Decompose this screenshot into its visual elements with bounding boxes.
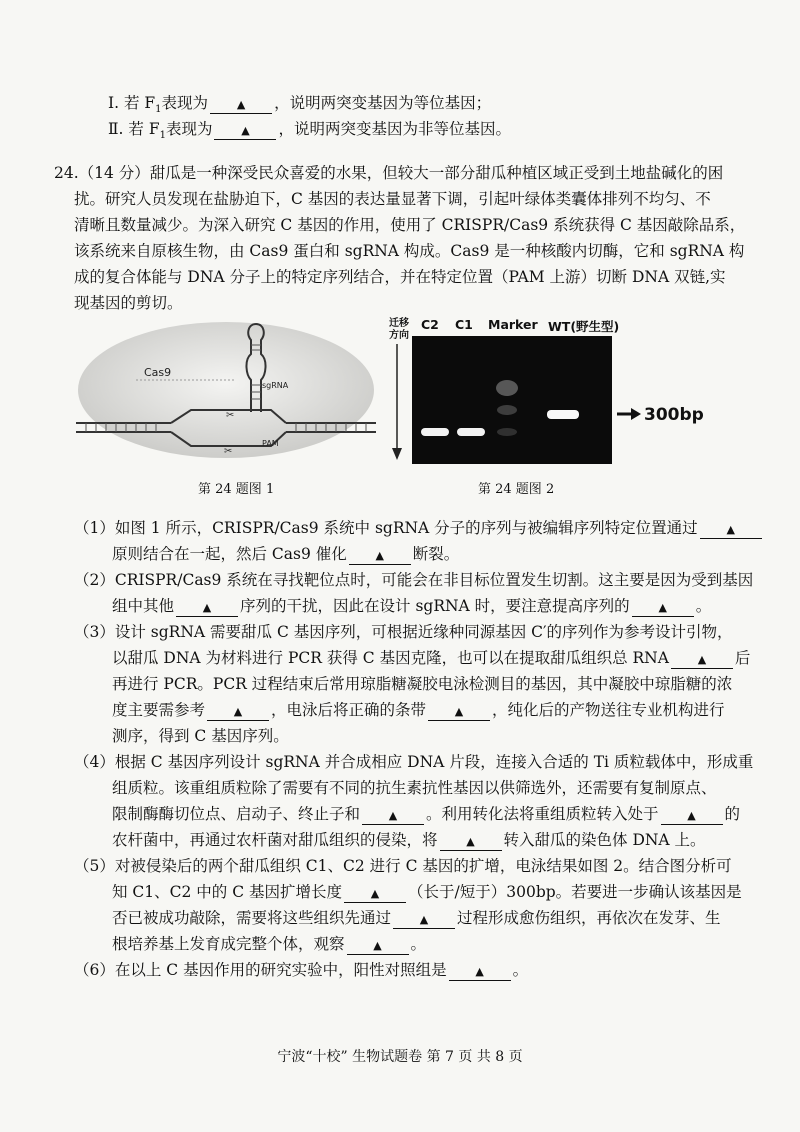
pam-label: PAM bbox=[262, 439, 279, 448]
q5-line-1: （5）对被侵染后的两个甜瓜组织 C1、C2 进行 C 基因的扩增，电泳结果如图 2。结合图分析可 bbox=[74, 857, 732, 875]
cas9-ellipse bbox=[78, 322, 374, 458]
cas9-label: Cas9 bbox=[144, 366, 172, 379]
band-wt bbox=[547, 410, 579, 419]
q6-line: （6）在以上 C 基因作用的研究实验中，阳性对照组是 ▲ 。 bbox=[74, 961, 529, 979]
q24-intro-2: 扰。研究人员发现在盐胁迫下，C 基因的表达量显著下调，引起叶绿体类囊体排列不均匀、不 bbox=[74, 190, 711, 208]
marker-band bbox=[496, 380, 518, 396]
migration-direction-label: 迁移 方向 bbox=[389, 318, 409, 341]
answer-blank[interactable]: ▲ bbox=[176, 600, 238, 617]
q4-line-3: 限制酶酶切位点、启动子、终止子和 ▲ 。利用转化法将重组质粒转入处于 ▲ 的 bbox=[112, 805, 741, 823]
answer-blank[interactable]: ▲ bbox=[362, 808, 424, 825]
q24-intro-5: 成的复合体能与 DNA 分子上的特定序列结合，并在特定位置（PAM 上游）切断 DNA 双链,实 bbox=[74, 268, 726, 286]
q24-intro-4: 该系统来自原核生物，由 Cas9 蛋白和 sgRNA 构成。Cas9 是一种核酸内切酶，它和 sgRNA 构 bbox=[74, 242, 745, 260]
band-c1 bbox=[457, 428, 485, 436]
q24-intro-6: 现基因的剪切。 bbox=[74, 294, 183, 312]
q1-line-2: 原则结合在一起，然后 Cas9 催化 ▲ 断裂。 bbox=[112, 545, 460, 563]
q24-intro-3: 清晰且数量减少。为深入研究 C 基因的作用，使用了 CRISPR/Cas9 系统获得 C 基因敲除品系， bbox=[74, 216, 746, 234]
q3-line-2: 以甜瓜 DNA 为材料进行 PCR 获得 C 基因克隆，也可以在提取甜瓜组织总 RNA ▲ 后 bbox=[112, 649, 751, 667]
lane-label-wt: WT(野生型) bbox=[548, 319, 620, 334]
scissors-icon: ✂ bbox=[224, 446, 233, 457]
lane-label-marker: Marker bbox=[488, 317, 538, 332]
answer-blank[interactable]: ▲ bbox=[210, 97, 272, 114]
answer-blank[interactable]: ▲ bbox=[632, 600, 694, 617]
answer-blank[interactable]: ▲ bbox=[661, 808, 723, 825]
q2-line-1: （2）CRISPR/Cas9 系统在寻找靶位点时，可能会在非目标位置发生切割。这主要是因为受到基因 bbox=[74, 571, 754, 589]
q3-line-5: 测序，得到 C 基因序列。 bbox=[112, 727, 289, 745]
q5-line-2: 知 C1、C2 中的 C 基因扩增长度 ▲ （长于/短于）300bp。若要进一步确认该基因是 bbox=[112, 883, 742, 901]
q5-line-3: 否已被成功敲除，需要将这些组织先通过 ▲ 过程形成愈伤组织，再依次在发芽、生 bbox=[112, 909, 721, 927]
lane-label-c1: C1 bbox=[455, 317, 473, 332]
q24-intro-1: 24.（14 分）甜瓜是一种深受民众喜爱的水果，但较大一部分甜瓜种植区域正受到土地盐碱化的困 bbox=[54, 164, 724, 182]
q3-line-4: 度主要需参考 ▲ ，电泳后将正确的条带 ▲ ，纯化后的产物送往专业机构进行 bbox=[112, 701, 725, 719]
sgrna-label: sgRNA bbox=[262, 381, 289, 390]
fig2-caption: 第 24 题图 2 bbox=[478, 482, 555, 497]
page-footer: 宁波“十校” 生物试题卷 第 7 页 共 8 页 bbox=[277, 1049, 523, 1065]
answer-blank[interactable]: ▲ bbox=[700, 522, 762, 539]
gel-figure bbox=[385, 336, 715, 468]
band-c2 bbox=[421, 428, 449, 436]
scissors-icon: ✂ bbox=[226, 410, 235, 421]
answer-blank[interactable]: ▲ bbox=[214, 123, 276, 140]
answer-blank[interactable]: ▲ bbox=[428, 704, 490, 721]
answer-blank[interactable]: ▲ bbox=[207, 704, 269, 721]
crispr-diagram bbox=[76, 320, 376, 470]
answer-blank[interactable]: ▲ bbox=[449, 964, 511, 981]
gel-image bbox=[412, 336, 612, 464]
answer-blank[interactable]: ▲ bbox=[671, 652, 733, 669]
top-line-2: Ⅱ. 若 $F_1$表现为 ▲ ，说明两突变基因为非等位基因。 bbox=[108, 120, 511, 142]
fig1-caption: 第 24 题图 1 bbox=[198, 482, 275, 497]
answer-blank[interactable]: ▲ bbox=[440, 834, 502, 851]
marker-band bbox=[497, 428, 517, 436]
answer-blank[interactable]: ▲ bbox=[393, 912, 455, 929]
answer-blank[interactable]: ▲ bbox=[349, 548, 411, 565]
q4-line-2: 组质粒。该重组质粒除了需要有不同的抗生素抗性基因以供筛选外，还需要有复制原点、 bbox=[112, 779, 717, 797]
q4-line-4: 农杆菌中，再通过农杆菌对甜瓜组织的侵染，将 ▲ 转入甜瓜的染色体 DNA 上。 bbox=[112, 831, 706, 849]
answer-blank[interactable]: ▲ bbox=[344, 886, 406, 903]
top-line-1: I. 若 $F_1$表现为 ▲ ，说明两突变基因为等位基因； bbox=[108, 94, 492, 116]
q3-line-3: 再进行 PCR。PCR 过程结束后常用琼脂糖凝胶电泳检测目的基因，其中凝胶中琼脂糖的浓 bbox=[112, 675, 733, 693]
marker-band bbox=[497, 405, 517, 415]
answer-blank[interactable]: ▲ bbox=[347, 938, 409, 955]
size-marker-label: 300bp bbox=[644, 405, 704, 425]
q4-line-1: （4）根据 C 基因序列设计 sgRNA 并合成相应 DNA 片段，连接入合适的 Ti 质粒载体中，形成重 bbox=[74, 753, 754, 771]
q5-line-4: 根培养基上发育成完整个体，观察 ▲ 。 bbox=[112, 935, 427, 953]
q2-line-2: 组中其他 ▲ 序列的干扰，因此在设计 sgRNA 时，要注意提高序列的 ▲ 。 bbox=[112, 597, 712, 615]
lane-label-c2: C2 bbox=[421, 317, 439, 332]
q3-line-1: （3）设计 sgRNA 需要甜瓜 C 基因序列，可根据近缘种同源基因 C′的序列作为参考设计引物， bbox=[74, 623, 733, 641]
q1-line-1: （1）如图 1 所示，CRISPR/Cas9 系统中 sgRNA 分子的序列与被编辑序列特定位置通过 ▲ bbox=[74, 517, 764, 539]
arrow-icon bbox=[631, 408, 641, 420]
